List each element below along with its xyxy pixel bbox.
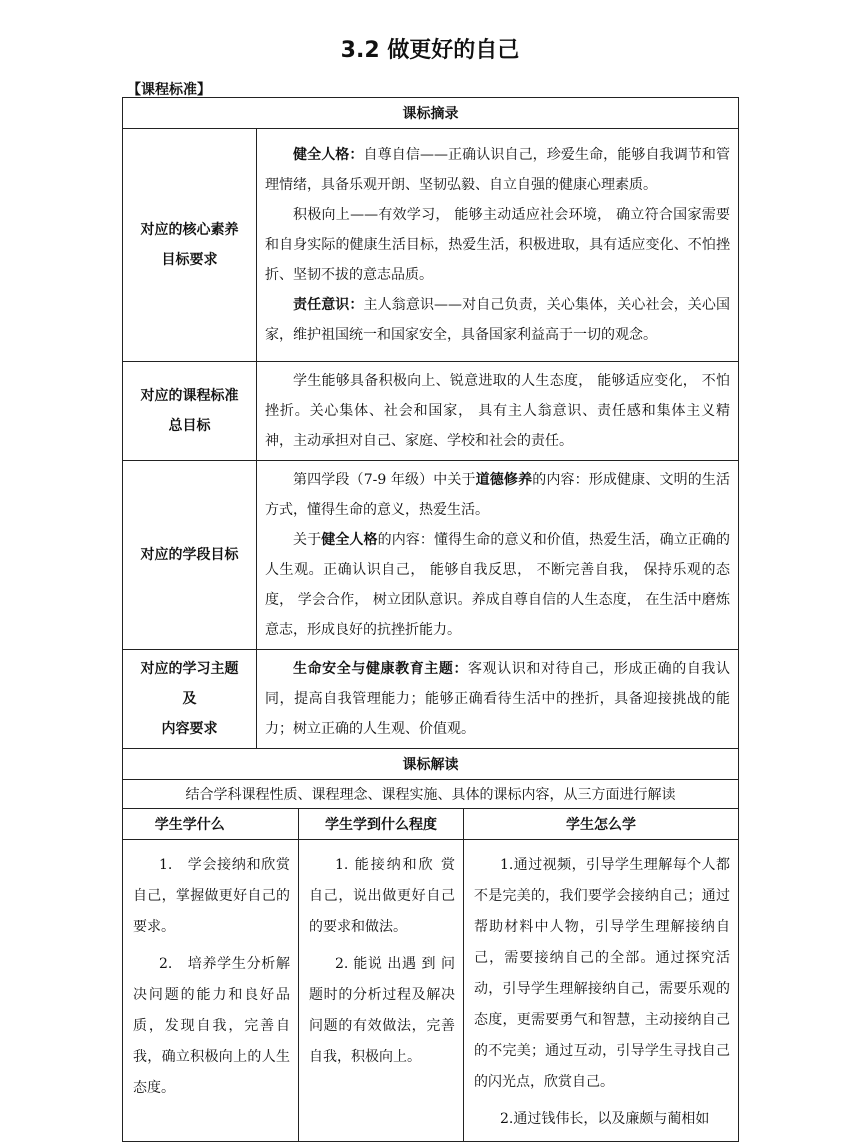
row-label — [123, 129, 257, 362]
label-line: 对应的学习主题 — [140, 661, 239, 677]
label-line: 及 — [182, 691, 197, 707]
row-content — [257, 129, 739, 362]
paragraph: 责任意识：主人翁意识——对自己负责，关心集体，关心社会，关心国家，维护祖国统一和国家安全，具备国家利益高于一切的观念。 — [265, 297, 731, 343]
paragraph: 第四学段（7-9 年级）中关于道德修养的内容：形成健康、文明的生活方式，懂得生命的意义，热爱生活。 — [265, 472, 731, 518]
list-item: 2. 能说 出遇 到 问题时的分析过程及解决问题的有效做法，完善自我，积极向上。 — [309, 956, 455, 1065]
row-label — [123, 362, 257, 461]
label-line: 总目标 — [168, 418, 211, 434]
row-content — [257, 362, 739, 461]
row-content — [257, 650, 739, 749]
column-content — [123, 840, 299, 1142]
list-item: 1. 能接纳和欣 赏自己，说出做更好自己的要求和做法。 — [309, 857, 455, 935]
table-row — [123, 362, 739, 461]
column-header: 学生怎么学 — [464, 809, 739, 840]
table-row — [123, 129, 739, 362]
column-header: 学生学到什么程度 — [299, 809, 464, 840]
list-item: 1. 学会接纳和欣赏自己，掌握做更好自己的要求。 — [133, 857, 290, 935]
paragraph: 生命安全与健康教育主题：客观认识和对待自己，形成正确的自我认同，提高自我管理能力；能够正确看待生活中的挫折，具备迎接挑战的能力；树立正确的人生观、价值观。 — [265, 661, 731, 737]
curriculum-table — [122, 97, 739, 1142]
header-interpretation: 课标解读 — [123, 749, 739, 780]
row-label — [123, 461, 257, 650]
list-item: 1.通过视频，引导学生理解每个人都不是完美的，我们要学会接纳自己；通过帮助材料中人物，引导学生理解接纳自己，需要接纳自己的全部。通过探究活动，引导学生理解接纳自己，需要乐观的态度，更需要勇气和智慧，主动接纳自己的不完美；通过互动，引导学生寻找自己的闪光点，欣赏自己。 — [474, 857, 730, 1090]
interpretation-subline: 结合学科课程性质、课程理念、课程实施、具体的课标内容，从三方面进行解读 — [123, 780, 739, 809]
list-item: 2. 培养学生分析解决问题的能力和良好品质，发现自我，完善自我，确立积极向上的人生态度。 — [133, 956, 290, 1096]
header-excerpt: 课标摘录 — [123, 98, 739, 129]
paragraph: 健全人格：自尊自信——正确认识自己，珍爱生命，能够自我调节和管理情绪，具备乐观开朗、坚韧弘毅、自立自强的健康心理素质。 — [265, 147, 731, 193]
row-content — [257, 461, 739, 650]
list-item: 2.通过钱伟长，以及廉颇与蔺相如 — [500, 1111, 710, 1127]
column-content — [299, 840, 464, 1142]
table-row — [123, 840, 739, 1142]
label-line: 内容要求 — [161, 721, 218, 737]
table-row — [123, 650, 739, 749]
table-row — [123, 461, 739, 650]
column-content — [464, 840, 739, 1142]
column-header: 学生学什么 — [123, 809, 257, 840]
label-line: 对应的核心素养 — [140, 222, 239, 238]
paragraph: 关于健全人格的内容：懂得生命的意义和价值，热爱生活，确立正确的人生观。正确认识自己， 能够自我反思， 不断完善自我， 保持乐观的态度， 学会合作， 树立团队意识。养成自尊自信的人生态度， 在生活中磨炼意志，形成良好的抗挫折能力。 — [265, 532, 731, 638]
row-label — [123, 650, 257, 749]
label-line: 对应的学段目标 — [140, 547, 239, 563]
column-header-row — [123, 809, 739, 840]
paragraph: 学生能够具备积极向上、锐意进取的人生态度， 能够适应变化， 不怕挫折。关心集体、社会和国家， 具有主人翁意识、责任感和集体主义精神，主动承担对自己、家庭、学校和社会的责任。 — [265, 373, 730, 449]
section-label: 【课程标准】 — [127, 82, 211, 98]
page-title: 3.2 做更好的自己 — [340, 38, 520, 63]
label-line: 目标要求 — [161, 252, 218, 268]
paragraph: 积极向上——有效学习， 能够主动适应社会环境， 确立符合国家需要和自身实际的健康生活目标，热爱生活，积极进取，具有适应变化、不怕挫折、坚韧不拔的意志品质。 — [265, 207, 730, 283]
label-line: 对应的课程标准 — [140, 388, 239, 404]
